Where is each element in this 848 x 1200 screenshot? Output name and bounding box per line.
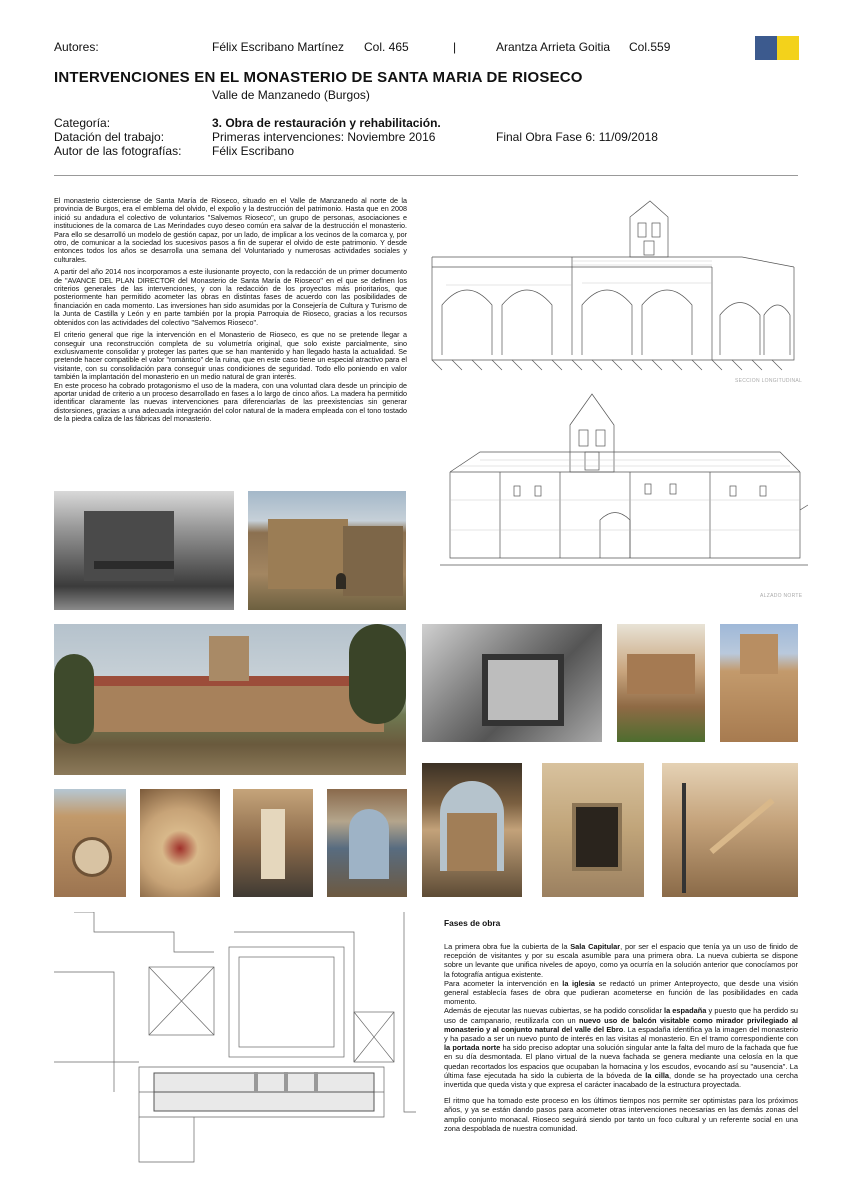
- logo-icon: [755, 36, 799, 60]
- site-plan-drawing: [54, 912, 416, 1174]
- longitudinal-section-drawing: [422, 195, 803, 385]
- arches-ruin-photo: [617, 624, 705, 742]
- cloister-gallery-photo: [233, 789, 313, 897]
- aerial-cloister-photo: [422, 624, 602, 742]
- photo-author-label: Autor de las fotografías:: [54, 144, 182, 158]
- ruined-facade-photo: [248, 491, 406, 610]
- belfry-photo: [720, 624, 798, 742]
- author2-name: Arantza Arrieta Goitia: [496, 40, 611, 54]
- elevation-caption: ALZADO NORTE: [760, 593, 803, 599]
- monastery-panorama-photo: [54, 624, 406, 775]
- intro-paragraph-2: A partir del año 2014 nos incorporamos a este ilusionante proyecto, con la redacción de un primer documento de "AVANCE DEL PLAN DIRECTOR del Monasterio de Santa María de Rioseco" en el que se definen los criterios generales de las intervenciones, y con la redacción de los proyectos más prioritarios, que posteriormente han permitido acometer las obras en distintas fases de acuerdo con las posibilidades de financiación en cada momento. Las inversiones han sido asumidas por la Consejería de Cultura y Turismo de la Junta de Castilla y León y en parte también por la propia Parroquia de Rioseco, gracias a los recursos obtenidos con las actividades del colectivo "Salvemos Rioseco".: [54, 267, 407, 327]
- intro-paragraph-1: El monasterio cisterciense de Santa María de Rioseco, situado en el Valle de Manzanedo al norte de la provincia de Burgos, era el emblema del olvido, el expolio y la destrucción del patrimonio. Hasta que en 2008 inició su andadura el colectivo de voluntarios "Salvemos Rioseco", un grupo de personas, asociaciones e instituciones de la comarca de Las Merindades cuyo deseo común era salvar de la destrucción el monasterio. Para ello se desarrolló un modelo de gestión capaz, por un lado, de implicar a los vecinos de la comarca y, por otro, de comunicar a la sociedad los sucesivos pasos a fin de superar el olvido de este patrimonio. Y desde entonces todos los años se desarrolla una semana del Voluntariado y numerosas actividades sociales y culturales.: [54, 196, 407, 264]
- author1-col: Col. 465: [364, 40, 409, 54]
- north-elevation-drawing: [440, 390, 808, 600]
- phases-paragraph-4: El ritmo que ha tomado este proceso en los últimos tiempos nos permite ser optimistas para los próximos años, y ya se están dando pasos para acometer otras intervenciones necesarias en las demás zonas del amplio conjunto monacal. Rioseco seguirá siendo por tanto un foco cultural y un referente social en una zona despoblada de nuestra comunidad.: [444, 1096, 798, 1133]
- final-date-value: Final Obra Fase 6: 11/09/2018: [496, 130, 658, 144]
- intro-text: [54, 197, 407, 428]
- vault-ceiling-photo: [140, 789, 220, 897]
- photo-author-value: Félix Escribano: [212, 144, 295, 158]
- page-title: INTERVENCIONES EN EL MONASTERIO DE SANTA MARIA DE RIOSECO: [54, 69, 583, 86]
- doorway-photo: [542, 763, 644, 897]
- author2-col: Col.559: [629, 40, 671, 54]
- rose-window-photo: [54, 789, 126, 897]
- phases-paragraph-3: Además de ejecutar las nuevas cubiertas, se ha podido consolidar la espadaña y puesto que ha perdido su uso de campanario, reutilizarla con un nuevo uso de balcón visitable como mirador privilegiado al monasterio y al conjunto natural del valle del Ebro. La espadaña identifica ya la imagen del monasterio y ha pasado a ser un nuevo punto de interés en las visitas al monasterio. En el tramo correspondiente con la portada norte ha sido preciso adoptar una solución singular ante la falta del muro de la fachada que fue en su día desmontada. El plano virtual de la nueva fachada se genera mediante una celosía en la que quedan recortados los espacios que ocupaban la hornacina y los escudos, evocando así su "ausencia". La última fase ejecutada ha sido la cubierta de la bóveda de la cilla, donde se ha proyectado una cercha invertida que queda vista y que expresa el carácter inacabado de la estructura proyectada.: [444, 1006, 799, 1090]
- date-label: Datación del trabajo:: [54, 130, 165, 144]
- header-separator: |: [453, 40, 457, 54]
- phases-paragraph-1: La primera obra fue la cubierta de la Sala Capitular, por ser el espacio que tenía ya un uso de finido de recepción de visitantes y por su escala asumible para una primera obra. La nueva cubierta se dispone sobre un levante que unifica niveles de apoyo, como ya ocurría en la solución anterior que conocíamos por la fotografía antigua existente.: [444, 942, 798, 979]
- category-label: Categoría:: [54, 116, 111, 130]
- section-caption: SECCION LONGITUDINAL: [735, 378, 803, 384]
- header-divider: [54, 175, 798, 176]
- wooden-stair-photo: [662, 763, 798, 897]
- phases-heading: Fases de obra: [444, 918, 501, 928]
- phases-text: [444, 918, 798, 1140]
- balcony-viewpoint-photo: [327, 789, 407, 897]
- author1-name: Félix Escribano Martínez: [212, 40, 345, 54]
- arched-window-photo: [422, 763, 522, 897]
- category-value: 3. Obra de restauración y rehabilitación.: [212, 116, 441, 130]
- intro-paragraph-3: El criterio general que rige la intervención en el Monasterio de Rioseco, es que no se pretende llegar a conseguir una reconstrucción completa de su volumetría original, que solo existe parcialmente, sino exclusivamente consolidar y proteger las partes que se han mantenido y han llegado hasta la actualidad. Se pretende hacer compatible el valor "romántico" de la ruina, que en este caso tiene un especial atractivo para el visitante, con su consolidación para conseguir unas condiciones de seguridad. Todo ello poniendo en valor también la implantación del monasterio en un medio natural de gran interés.: [54, 330, 407, 382]
- intro-paragraph-4: En este proceso ha cobrado protagonismo el uso de la madera, con una voluntad clara desde un principio de aportar unidad de criterio a un proceso desarrollado en fases a lo largo de cinco años. La madera ha permitido identificar claramente las nuevas intervenciones para diferenciarlas de las preexistencias sin generar distorsiones, gracias a una adecuada integración del color natural de la madera empleada con el tono tostado de la piedra caliza de las fábricas del monasterio.: [54, 380, 407, 424]
- location: Valle de Manzanedo (Burgos): [212, 88, 370, 102]
- phases-paragraph-2: Para acometer la intervención en la iglesia se redactó un primer Anteproyecto, que desde una visión general establecía fases de obra que pudieran acometerse en función de las posibilidades en cada momento.: [444, 978, 798, 1007]
- date-value: Primeras intervenciones: Noviembre 2016: [212, 130, 436, 144]
- authors-label: Autores:: [54, 40, 99, 54]
- historic-photo-bw: [54, 491, 234, 610]
